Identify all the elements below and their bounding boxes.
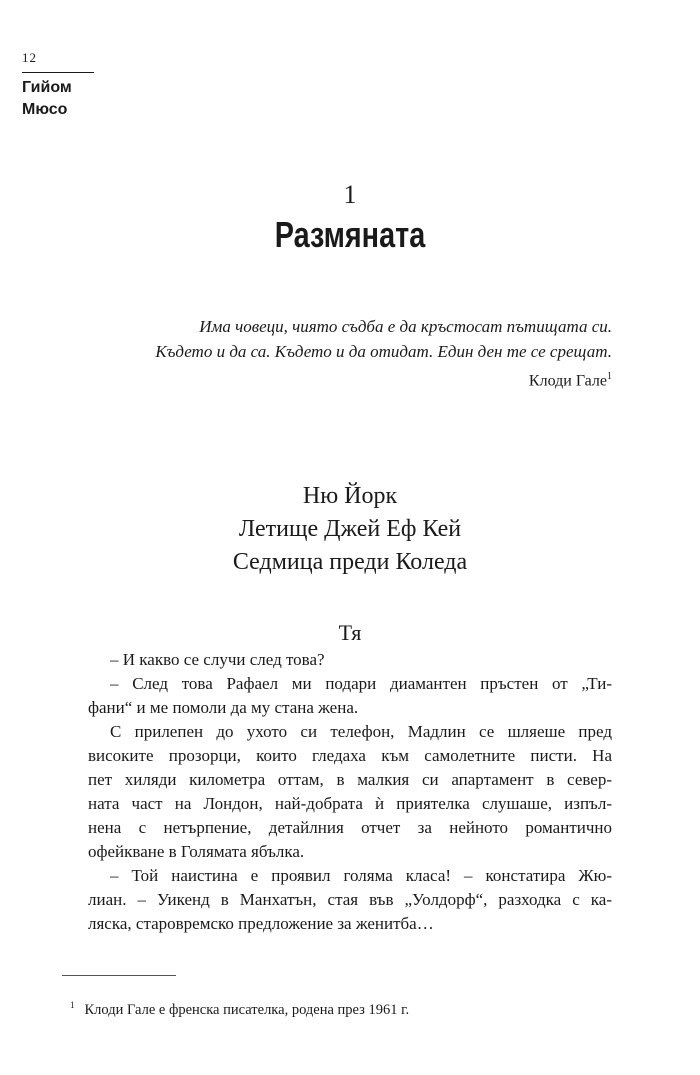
footnote-rule [62, 975, 176, 976]
footnote-mark: 1 [70, 1000, 75, 1010]
body-line: фани“ и ме помоли да му стана жена. [88, 698, 359, 717]
body-line: – И какво се случи след това? [110, 650, 325, 669]
place-line-time: Седмица преди Коледа [232, 549, 468, 575]
footnote [70, 995, 409, 1020]
body-line: пет хиляди километра оттам, в малкия си апартамент в север- [88, 770, 612, 789]
epigraph-attribution [155, 364, 612, 393]
body-line: нена с нетърпение, детайлния отчет за нейното романтично [88, 818, 612, 837]
body-line: офейкване в Голямата ябълка. [88, 842, 305, 861]
place-line-city: Ню Йорк [302, 483, 398, 509]
chapter-number: 1 [343, 180, 357, 209]
section-heading: Тя [338, 620, 362, 645]
author-last-name: Мюсо [22, 101, 68, 118]
epigraph-line: Където и да са. Където и да отидат. Един ден те се срещат. [155, 342, 612, 361]
epigraph-author: Клоди Гале [528, 372, 607, 390]
running-header [22, 50, 94, 121]
author-first-name: Гийом [22, 79, 72, 96]
page-number: 12 [22, 50, 37, 65]
chapter-title: Размяната [274, 214, 426, 255]
footnote-reference: 1 [607, 371, 612, 382]
body-line: С прилепен до ухото си телефон, Мадлин се шляеше пред [110, 722, 612, 741]
body-line: лиан. – Уикенд в Манхатън, стая във „Уолдорф“, разходка с ка- [88, 890, 612, 909]
epigraph [155, 314, 612, 393]
body-line: ляска, старовремско предложение за женитба… [88, 914, 434, 933]
body-line: ната част на Лондон, най-добрата ѝ приятелка слушаше, изпъл- [88, 794, 612, 813]
place-heading [0, 480, 700, 579]
body-line: – След това Рафаел ми подари диамантен пръстен от „Ти- [110, 674, 612, 693]
body-text [88, 648, 612, 936]
place-line-airport: Летище Джей Еф Кей [238, 516, 462, 542]
epigraph-line: Има човеци, чиято съдба е да кръстосат пътищата си. [199, 317, 612, 336]
footnote-text: Клоди Гале е френска писателка, родена през 1961 г. [84, 1001, 410, 1018]
body-line: високите прозорци, които гледаха към самолетните писти. На [88, 746, 612, 765]
header-rule [22, 72, 94, 73]
body-line: – Той наистина е проявил голяма класа! – констатира Жю- [110, 866, 612, 885]
